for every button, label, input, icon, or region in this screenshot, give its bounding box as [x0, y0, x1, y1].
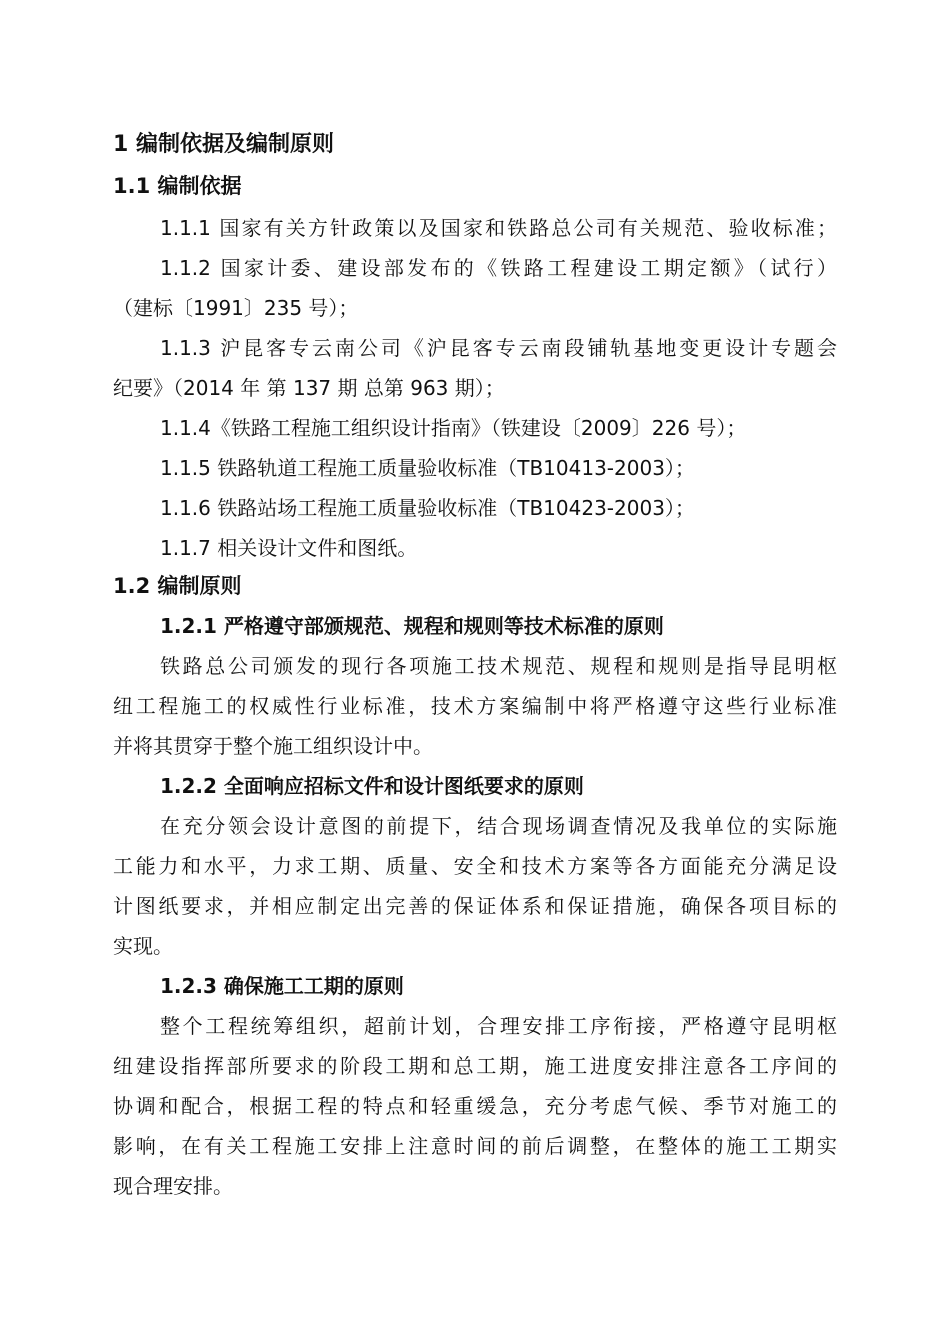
- list-item: 纪要》（2014 年 第 137 期 总第 963 期）；: [113, 376, 505, 400]
- subsection-1-2-1-title: 1.2.1 严格遵守部颁规范、规程和规则等技术标准的原则: [160, 614, 664, 638]
- paragraph-line: 影响，在有关工程施工安排上注意时间的前后调整，在整体的施工工期实: [113, 1134, 837, 1158]
- list-item: 1.1.7 相关设计文件和图纸。: [160, 536, 418, 560]
- paragraph-line: 现合理安排。: [113, 1174, 233, 1198]
- list-item: （建标〔1991〕235 号）；: [113, 296, 359, 320]
- paragraph-line: 协调和配合，根据工程的特点和轻重缓急，充分考虑气候、季节对施工的: [113, 1094, 837, 1118]
- list-item: 1.1.1 国家有关方针政策以及国家和铁路总公司有关规范、验收标准；: [160, 216, 837, 240]
- list-item: 1.1.3 沪昆客专云南公司《沪昆客专云南段铺轨基地变更设计专题会: [160, 336, 837, 360]
- list-item: 1.1.6 铁路站场工程施工质量验收标准（TB10423-2003）；: [160, 496, 695, 520]
- section-1-1-title: 1.1 编制依据: [113, 174, 242, 198]
- paragraph-line: 整个工程统筹组织，超前计划，合理安排工序衔接，严格遵守昆明枢: [160, 1014, 837, 1038]
- paragraph-line: 工能力和水平，力求工期、质量、安全和技术方案等各方面能充分满足设: [113, 854, 837, 878]
- section-1-2-title: 1.2 编制原则: [113, 574, 242, 598]
- list-item: 1.1.5 铁路轨道工程施工质量验收标准（TB10413-2003）；: [160, 456, 695, 480]
- subsection-1-2-2-title: 1.2.2 全面响应招标文件和设计图纸要求的原则: [160, 774, 584, 798]
- paragraph-line: 并将其贯穿于整个施工组织设计中。: [113, 734, 433, 758]
- paragraph-line: 纽工程施工的权威性行业标准，技术方案编制中将严格遵守这些行业标准: [113, 694, 837, 718]
- paragraph-line: 实现。: [113, 934, 173, 958]
- paragraph-line: 纽建设指挥部所要求的阶段工期和总工期，施工进度安排注意各工序间的: [113, 1054, 837, 1078]
- paragraph-line: 铁路总公司颁发的现行各项施工技术规范、规程和规则是指导昆明枢: [160, 654, 837, 678]
- list-item: 1.1.2 国家计委、建设部发布的《铁路工程建设工期定额》（试行）: [160, 256, 837, 280]
- paragraph-line: 在充分领会设计意图的前提下，结合现场调查情况及我单位的实际施: [160, 814, 837, 838]
- paragraph-line: 计图纸要求，并相应制定出完善的保证体系和保证措施，确保各项目标的: [113, 894, 837, 918]
- subsection-1-2-3-title: 1.2.3 确保施工工期的原则: [160, 974, 404, 998]
- list-item: 1.1.4《铁路工程施工组织设计指南》（铁建设〔2009〕226 号）；: [160, 416, 747, 440]
- heading-1: 1 编制依据及编制原则: [113, 132, 334, 157]
